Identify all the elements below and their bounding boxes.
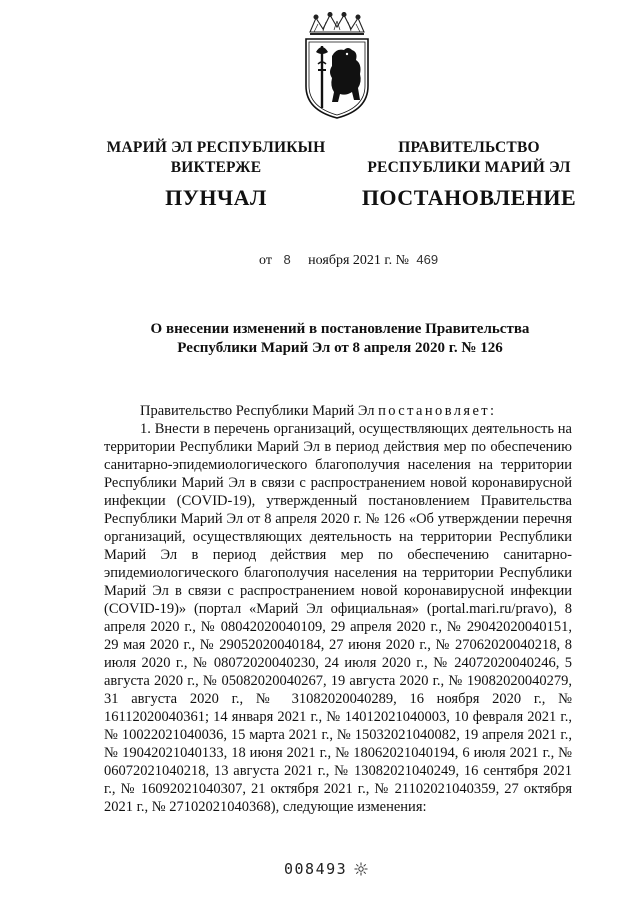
header-left-doc-type: ПУНЧАЛ bbox=[165, 185, 267, 210]
serial-number: 008493 bbox=[284, 860, 348, 878]
title-line-1: О внесении изменений в постановление Правительства bbox=[150, 321, 530, 337]
header-right-line-2: РЕСПУБЛИКИ МАРИЙ ЭЛ bbox=[367, 159, 571, 176]
header-left-line-2: ВИКТЕРЖЕ bbox=[170, 159, 262, 176]
title-line-2: Республики Марий Эл от 8 апреля 2020 г. № 126 bbox=[177, 340, 503, 356]
document-title bbox=[100, 320, 580, 358]
date-day: 8 bbox=[283, 252, 291, 267]
header-russian-block bbox=[358, 138, 580, 212]
header-right-line-1: ПРАВИТЕЛЬСТВО bbox=[398, 139, 540, 156]
body-lead bbox=[104, 402, 572, 420]
header-right-doc-type: ПОСТАНОВЛЕНИЕ bbox=[361, 185, 577, 210]
coat-of-arms-icon bbox=[296, 12, 378, 120]
header-mari-block bbox=[100, 138, 332, 212]
document-body bbox=[104, 402, 572, 816]
body-lead-start: Правительство Республики Марий Эл bbox=[140, 403, 379, 419]
date-prefix: от bbox=[259, 253, 272, 268]
decree-number: 469 bbox=[416, 252, 439, 267]
body-lead-resolves: постановляет: bbox=[378, 403, 497, 419]
star-mark-icon bbox=[354, 862, 368, 876]
header-left-line-1: МАРИЙ ЭЛ РЕСПУБЛИКЫН bbox=[106, 139, 326, 156]
date-number-line bbox=[259, 252, 438, 269]
body-paragraph-1: 1. Внести в перечень организаций, осуществляющих деятельность на территории Республики Марий Эл в период действия мер по обеспечению санитарно-эпидемиологического благополучия населения на территории Республики Марий Эл в связи с распространением новой коронавирусной инфекции (COVID-19), утвержденный постановлением Правительства Республики Марий Эл от 8 апреля 2020 г. № 126 «Об утверждении перечня организаций, осуществляющих деятельность на территории Республики Марий Эл в период действия мер по обеспечению санитарно-эпидемиологического благополучия населения на территории Республики Марий Эл в связи с распространением новой коронавирусной инфекции (COVID-19)» (портал «Марий Эл официальная» (portal.mari.ru/pravo), 8 апреля 2020 г., № 08042020040109, 29 апреля 2020 г., № 29042020040151, 29 мая 2020 г., № 29052020040184, 27 июня 2020 г., № 27062020040218, 8 июля 2020 г., № 08072020040230, 24 июля 2020 г., № 24072020040246, 5 августа 2020 г., № 05082020040267, 19 августа 2020 г., № 19082020040279, 31 августа 2020 г., № 31082020040289, 16 ноября 2020 г., № 16112020040361; 14 января 2021 г., № 14012021040003, 10 февраля 2021 г., № 10022021040036, 15 марта 2021 г., № 15032021040082, 19 апреля 2021 г., № 19042021040133, 18 июня 2021 г., № 18062021040194, 6 июля 2021 г., № 06072021040218, 13 августа 2021 г., № 13082021040249, 16 сентября 2021 г., № 16092021040307, 21 октября 2021 г., № 21102021040359, 27 октября 2021 г., № 27102021040368), следующие изменения: bbox=[104, 421, 572, 815]
date-month-year: ноября 2021 г. № bbox=[308, 253, 409, 268]
